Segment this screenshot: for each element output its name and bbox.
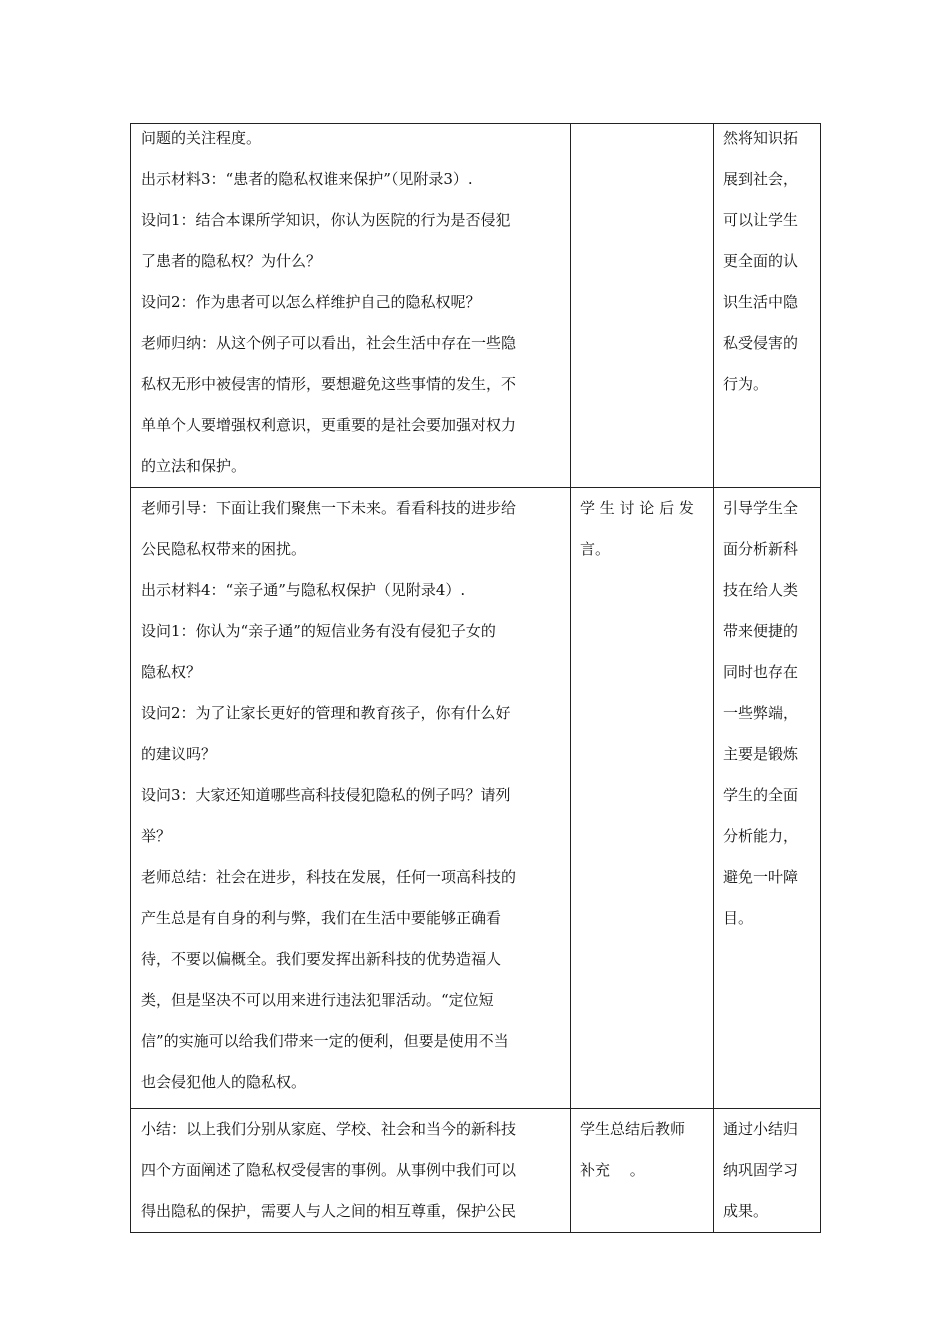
text-line: 了患者的隐私权？为什么？ <box>141 252 322 270</box>
table-row <box>131 488 821 1109</box>
table-row <box>131 1109 821 1233</box>
text-line: 学 生 讨 论 后 发 <box>580 499 694 517</box>
text-line: 面分析新科 <box>723 540 799 558</box>
text-line: 举？ <box>141 827 172 845</box>
design-purpose-cell <box>714 1109 821 1233</box>
text-line: 也会侵犯他人的隐私权。 <box>141 1073 307 1091</box>
student-activity-cell <box>571 124 714 488</box>
text-line: 更全面的认 <box>723 252 799 270</box>
lesson-plan-table <box>130 123 821 1233</box>
text-line: 老师总结：社会在进步，科技在发展，任何一项高科技的 <box>141 868 517 886</box>
text-line: 学生总结后教师 <box>580 1120 686 1138</box>
text-line: 展到社会， <box>723 170 799 188</box>
teaching-content-cell <box>131 124 571 488</box>
text-line: 学生的全面 <box>723 786 799 804</box>
text-line: 引导学生全 <box>723 499 799 517</box>
text-line: 主要是锻炼 <box>723 745 799 763</box>
text-line: 设问3：大家还知道哪些高科技侵犯隐私的例子吗？请列 <box>141 786 511 804</box>
text-line: 设问2：作为患者可以怎么样维护自己的隐私权呢？ <box>141 293 481 311</box>
text-line: 待，不要以偏概全。我们要发挥出新科技的优势造福人 <box>141 950 502 968</box>
text-line: 识生活中隐 <box>723 293 799 311</box>
text-line: 然将知识拓 <box>723 129 799 147</box>
text-line: 可以让学生 <box>723 211 799 229</box>
text-line: 老师引导：下面让我们聚焦一下未来。看看科技的进步给 <box>141 499 517 517</box>
text-line: 老师归纳：从这个例子可以看出，社会生活中存在一些隐 <box>141 334 517 352</box>
text-line: 成果。 <box>723 1202 769 1220</box>
text-line: 设问1：结合本课所学知识，你认为医院的行为是否侵犯 <box>141 211 511 229</box>
text-line: 出示材料3：“患者的隐私权谁来保护”（见附录3）. <box>141 170 473 188</box>
text-line: 信”的实施可以给我们带来一定的便利，但要是使用不当 <box>141 1032 509 1050</box>
text-line: 一些弊端， <box>723 704 799 722</box>
text-line: 出示材料4：“亲子通”与隐私权保护（见附录4）. <box>141 581 466 599</box>
teaching-content-cell <box>131 1109 571 1233</box>
text-line: 产生总是有自身的利与弊，我们在生活中要能够正确看 <box>141 909 502 927</box>
text-line: 避免一叶障 <box>723 868 799 886</box>
text-line: 设问1：你认为“亲子通”的短信业务有没有侵犯子女的 <box>141 622 496 640</box>
text-line: 私受侵害的 <box>723 334 799 352</box>
text-line: 私权无形中被侵害的情形，要想避免这些事情的发生，不 <box>141 375 517 393</box>
text-line: 得出隐私的保护，需要人与人之间的相互尊重，保护公民 <box>141 1202 517 1220</box>
text-line: 目。 <box>723 909 754 927</box>
text-line: 公民隐私权带来的困扰。 <box>141 540 307 558</box>
text-line: 同时也存在 <box>723 663 799 681</box>
text-line: 隐私权？ <box>141 663 202 681</box>
text-line: 分析能力， <box>723 827 799 845</box>
text-line: 单单个人要增强权利意识，更重要的是社会要加强对权力 <box>141 416 517 434</box>
text-line: 纳巩固学习 <box>723 1161 799 1179</box>
text-line: 小结：以上我们分别从家庭、学校、社会和当今的新科技 <box>141 1120 517 1138</box>
text-line: 技在给人类 <box>723 581 799 599</box>
text-line: 言。 <box>580 540 611 558</box>
text-line: 通过小结归 <box>723 1120 799 1138</box>
student-activity-cell <box>571 488 714 1109</box>
text-line: 行为。 <box>723 375 769 393</box>
table-row <box>131 124 821 488</box>
text-line: 带来便捷的 <box>723 622 799 640</box>
design-purpose-cell <box>714 124 821 488</box>
text-line: 类，但是坚决不可以用来进行违法犯罪活动。“定位短 <box>141 991 494 1009</box>
text-line: 设问2：为了让家长更好的管理和教育孩子，你有什么好 <box>141 704 511 722</box>
design-purpose-cell <box>714 488 821 1109</box>
text-line: 补充 。 <box>580 1161 645 1179</box>
text-line: 的建议吗？ <box>141 745 217 763</box>
teaching-content-cell <box>131 488 571 1109</box>
text-line: 四个方面阐述了隐私权受侵害的事例。从事例中我们可以 <box>141 1161 517 1179</box>
student-activity-cell <box>571 1109 714 1233</box>
text-line: 问题的关注程度。 <box>141 129 262 147</box>
text-line: 的立法和保护。 <box>141 457 247 475</box>
